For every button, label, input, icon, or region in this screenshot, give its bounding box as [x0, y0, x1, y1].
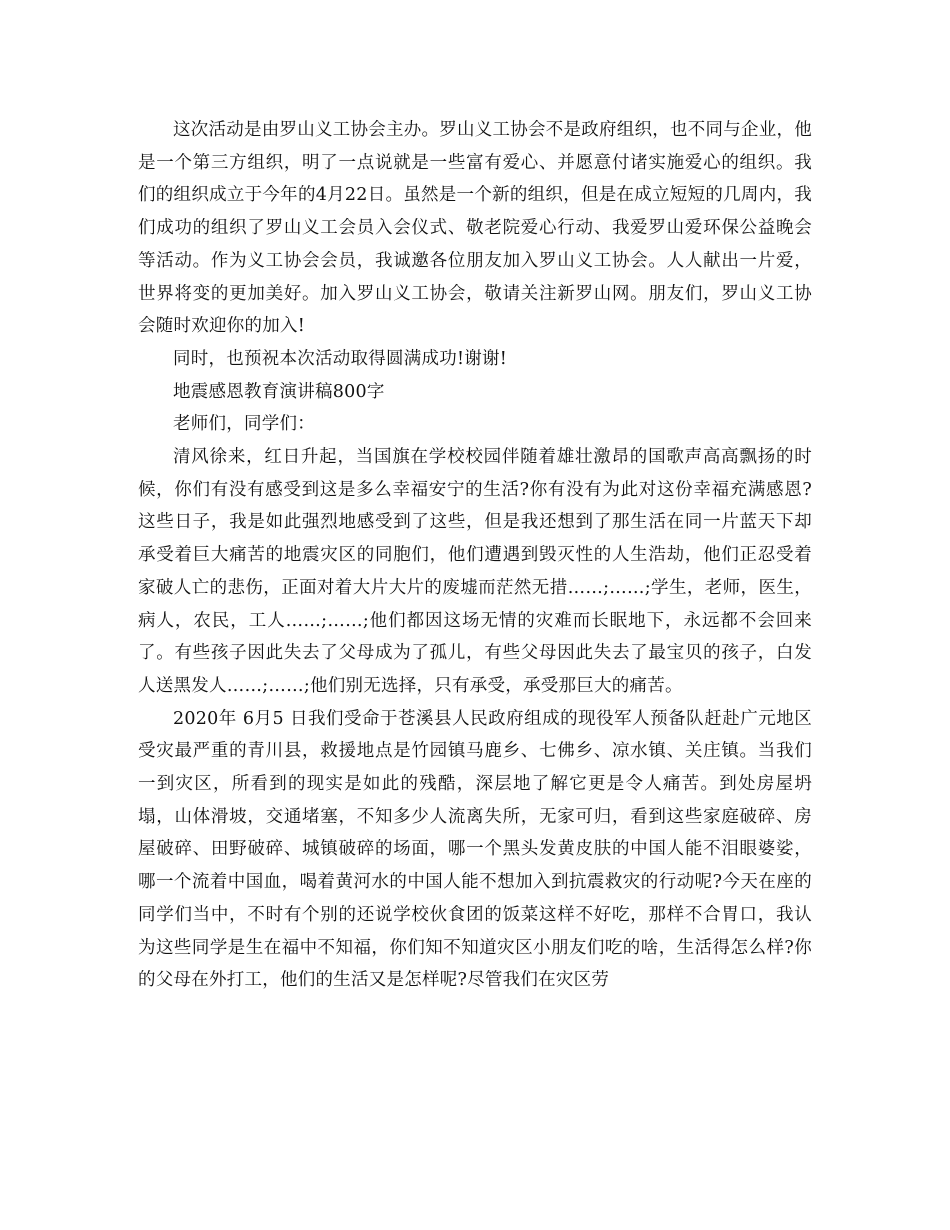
- document-page: [138, 114, 812, 997]
- paragraph-gratitude: 清风徐来，红日升起，当国旗在学校校园伴随着雄壮激昂的国歌声高高飘扬的时候，你们有没有感受到这是多么幸福安宁的生活?你有没有为此对这份幸福充满感恩?这些日子，我是如此强烈地感受到了这些，但是我还想到了那生活在同一片蓝天下却承受着巨大痛苦的地震灾区的同胞们，他们遭遇到毁灭性的人生浩劫，他们正忍受着家破人亡的悲伤，正面对着大片大片的废墟而茫然无措……;……;学生，老师，医生，病人，农民，工人……;……;他们都因这场无情的灾难而长眠地下，永远都不会回来了。有些孩子因此失去了父母成为了孤儿，有些父母因此失去了最宝贝的孩子，白发人送黑发人……;……;他们别无选择，只有承受，承受那巨大的痛苦。: [138, 447, 812, 696]
- paragraph-earthquake-relief: 2020年 6月5 日我们受命于苍溪县人民政府组成的现役军人预备队赶赴广元地区受灾最严重的青川县，救援地点是竹园镇马鹿乡、七佛乡、凉水镇、关庄镇。当我们一到灾区，所看到的现实是如此的残酷，深层地了解它更是令人痛苦。到处房屋坍塌，山体滑坡，交通堵塞，不知多少人流离失所，无家可归，看到这些家庭破碎、房屋破碎、田野破碎、城镇破碎的场面，哪一个黑头发黄皮肤的中国人能不泪眼婆娑，哪一个流着中国血，喝着黄河水的中国人能不想加入到抗震救灾的行动呢?今天在座的同学们当中，不时有个别的还说学校伙食团的饭菜这样不好吃，那样不合胃口，我认为这些同学是生在福中不知福，你们知不知道灾区小朋友们吃的啥，生活得怎么样?你的父母在外打工，他们的生活又是怎样呢?尽管我们在灾区劳: [138, 708, 812, 991]
- speech-salutation: 老师们，同学们：: [173, 414, 315, 435]
- speech-title: 地震感恩教育演讲稿800字: [173, 381, 385, 402]
- paragraph-volunteer-association: 这次活动是由罗山义工协会主办。罗山义工协会不是政府组织，也不同与企业，他是一个第三方组织，明了一点说就是一些富有爱心、并愿意付诸实施爱心的组织。我们的组织成立于今年的4月22日。虽然是一个新的组织，但是在成立短短的几周内，我们成功的组织了罗山义工会员入会仪式、敬老院爱心行动、我爱罗山爱环保公益晚会等活动。作为义工协会会员，我诚邀各位朋友加入罗山义工协会。人人献出一片爱，世界将变的更加美好。加入罗山义工协会，敬请关注新罗山网。朋友们，罗山义工协会随时欢迎你的加入!: [138, 120, 812, 337]
- paragraph-closing-wish: 同时，也预祝本次活动取得圆满成功!谢谢!: [173, 348, 508, 369]
